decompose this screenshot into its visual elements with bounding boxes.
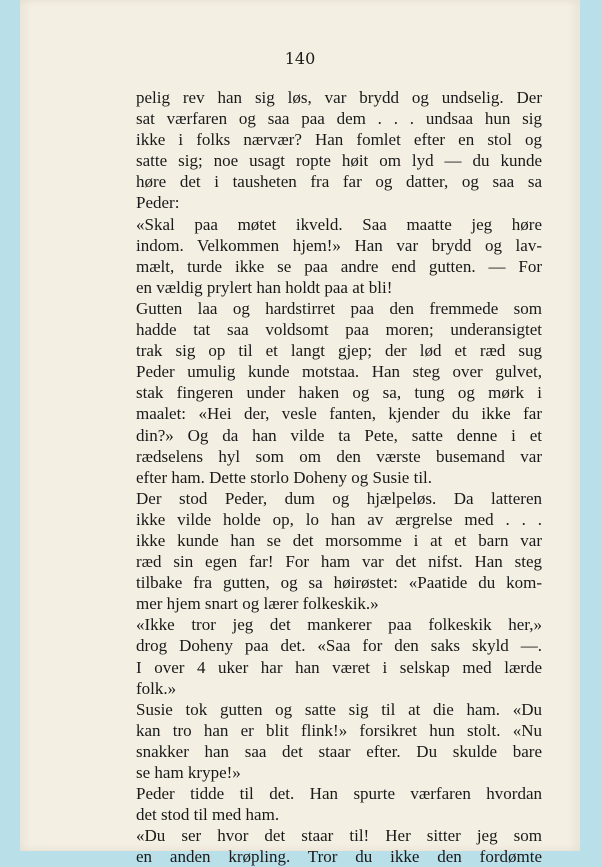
text-line: din?» Og da han vilde ta Pete, satte denne i et xyxy=(136,425,542,445)
text-line: ikke kunde han se det morsomme i at et barn var xyxy=(136,530,542,550)
text-line: snakker han saa det staar efter. Du skulde bare xyxy=(136,741,542,761)
text-line: trak sig op til et langt gjep; der lød et ræd sug xyxy=(136,341,542,361)
text-line: ikke vilde holde op, lo han av ærgrelse med . . . xyxy=(136,509,542,529)
text-line: ræd sin egen far! For ham var det nifst. Han steg xyxy=(136,552,542,572)
text-line: maalet: «Hei der, vesle fanten, kjender du ikke far xyxy=(136,404,542,424)
text-line: folk.» xyxy=(136,678,177,698)
book-page xyxy=(20,0,580,867)
text-line: ikke i folks nærvær? Han fomlet efter en stol og xyxy=(136,130,542,150)
text-line: rædselens hyl som om den værste busemand var xyxy=(136,446,542,466)
body-text xyxy=(136,87,542,867)
text-line: efter ham. Dette storlo Doheny og Susie til. xyxy=(136,467,433,487)
text-line: Der stod Peder, dum og hjælpeløs. Da latteren xyxy=(136,488,542,508)
text-line: indom. Velkommen hjem!» Han var brydd og lav- xyxy=(136,235,542,255)
text-line: høre det i tausheten fra far og datter, og saa sa xyxy=(136,172,542,192)
text-line: Gutten laa og hardstirret paa den fremmede som xyxy=(136,298,542,318)
text-line: Peder: xyxy=(136,193,180,213)
text-line: se ham krype!» xyxy=(136,763,241,782)
text-line: en vældig prylert han holdt paa at bli! xyxy=(136,277,393,297)
text-line: en anden krøpling. Tror du ikke den fordømte xyxy=(136,847,542,867)
text-line: I over 4 uker har han været i selskap med lærde xyxy=(136,657,542,677)
text-line: Susie tok gutten og satte sig til at die ham. «Du xyxy=(136,699,542,719)
text-line: «Du ser hvor det staar til! Her sitter jeg som xyxy=(136,826,542,846)
text-line: sat værfaren og saa paa dem . . . undsaa hun sig xyxy=(136,109,542,129)
text-line: Peder tidde til det. Han spurte værfaren hvordan xyxy=(136,784,542,804)
text-line: det stod til med ham. xyxy=(136,805,280,825)
text-line: mælt, turde ikke se paa andre end gutten. — For xyxy=(136,256,542,276)
text-line: satte sig; noe usagt ropte høit om lyd — du kunde xyxy=(136,151,542,171)
text-line: Peder umulig kunde motstaa. Han steg over gulvet, xyxy=(136,362,542,382)
text-line: hadde tat saa voldsomt paa moren; underansigtet xyxy=(136,320,542,340)
text-line: mer hjem snart og lærer folkeskik.» xyxy=(136,594,379,614)
text-line: kan tro han er blit flink!» forsikret hun stolt. «Nu xyxy=(136,720,542,740)
text-line: pelig rev han sig løs, var brydd og undselig. Der xyxy=(136,88,542,107)
text-line: tilbake fra gutten, og sa høirøstet: «Paatide du kom- xyxy=(136,573,542,593)
text-line: drog Doheny paa det. «Saa for den saks skyld —. xyxy=(136,636,542,656)
text-line: stak fingeren under haken og sa, tung og mørk i xyxy=(136,383,542,403)
text-line: «Ikke tror jeg det mankerer paa folkeskik her,» xyxy=(136,615,542,635)
text-line: «Skal paa møtet ikveld. Saa maatte jeg høre xyxy=(136,214,542,234)
page-number: 140 xyxy=(284,49,316,68)
